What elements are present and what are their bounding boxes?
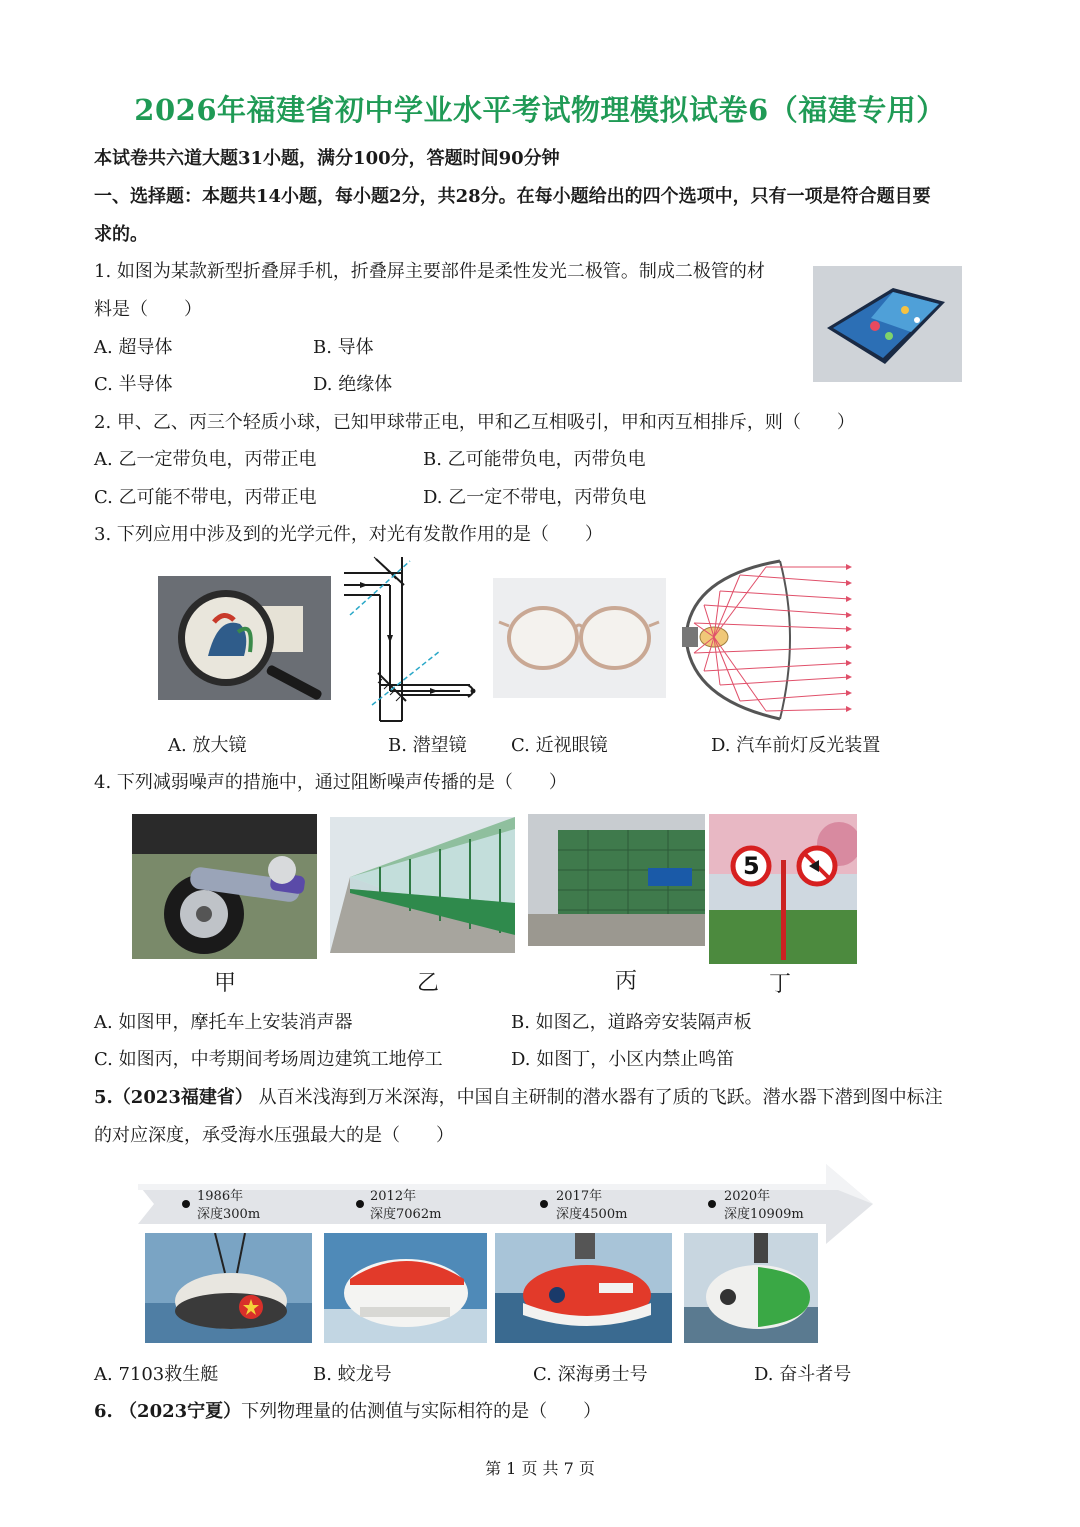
q6-source: 6. （2023宁夏） bbox=[94, 1401, 242, 1422]
q5-option-b: B. 蛟龙号 bbox=[313, 1364, 392, 1385]
q5-option-d: D. 奋斗者号 bbox=[754, 1364, 852, 1385]
timeline-depth-1: 深度300m bbox=[197, 1207, 261, 1222]
foldable-phone-image bbox=[813, 266, 962, 382]
section-heading-line1: 一、选择题：本题共14小题，每小题2分，共28分。在每小题给出的四个选项中，只有一项是符合题目要 bbox=[94, 186, 931, 207]
q3-stem: 3. 下列应用中涉及到的光学元件，对光有发散作用的是（ ） bbox=[94, 524, 603, 545]
magnifier-image bbox=[158, 576, 331, 700]
motorcycle-muffler-image bbox=[132, 814, 317, 959]
q3-option-c: C. 近视眼镜 bbox=[511, 735, 608, 756]
q6-stem bbox=[94, 1400, 601, 1424]
q3-option-a: A. 放大镜 bbox=[168, 735, 247, 756]
section-heading-line2: 求的。 bbox=[94, 224, 148, 245]
no-honking-sign-image bbox=[709, 814, 857, 964]
q1-option-c: C. 半导体 bbox=[94, 374, 173, 395]
caption-bing: 丙 bbox=[615, 969, 638, 994]
q2-option-c: C. 乙可能不带电，丙带正电 bbox=[94, 487, 317, 508]
q1-stem-line2: 料是（ ） bbox=[94, 299, 202, 320]
headlight-reflector-diagram bbox=[680, 557, 860, 723]
q3-option-d: D. 汽车前灯反光装置 bbox=[711, 735, 881, 756]
timeline-year-4: 2020年 bbox=[724, 1189, 771, 1204]
timeline-year-3: 2017年 bbox=[556, 1189, 603, 1204]
q2-option-a: A. 乙一定带负电，丙带正电 bbox=[94, 449, 317, 470]
caption-ding: 丁 bbox=[769, 972, 792, 997]
q3-option-b: B. 潜望镜 bbox=[388, 735, 467, 756]
caption-yi: 乙 bbox=[417, 971, 440, 996]
timeline-year-1: 1986年 bbox=[197, 1189, 244, 1204]
q2-stem: 2. 甲、乙、丙三个轻质小球，已知甲球带正电，甲和乙互相吸引，甲和丙互相排斥，则（ ） bbox=[94, 412, 855, 433]
timeline-depth-3: 深度4500m bbox=[556, 1207, 628, 1222]
q6-stem-text: 下列物理量的估测值与实际相符的是（ ） bbox=[241, 1401, 602, 1422]
timeline-year-2: 2012年 bbox=[370, 1189, 417, 1204]
q4-option-b: B. 如图乙，道路旁安装隔声板 bbox=[511, 1012, 752, 1033]
q1-option-b: B. 导体 bbox=[313, 337, 374, 358]
q5-stem-line1 bbox=[94, 1086, 943, 1110]
q4-option-a: A. 如图甲，摩托车上安装消声器 bbox=[94, 1012, 353, 1033]
exam-intro: 本试卷共六道大题31小题，满分100分，答题时间90分钟 bbox=[94, 148, 560, 169]
q4-stem: 4. 下列减弱噪声的措施中，通过阻断噪声传播的是（ ） bbox=[94, 772, 567, 793]
page-footer: 第 1 页 共 7 页 bbox=[485, 1459, 595, 1478]
page-title: 2026年福建省初中学业水平考试物理模拟试卷6（福建专用） bbox=[134, 93, 946, 127]
rescue-boat-7103-image bbox=[145, 1233, 312, 1343]
q5-stem-text: 从百米浅海到万米深海，中国自主研制的潜水器有了质的飞跃。潜水器下潜到图中标注 bbox=[252, 1087, 943, 1108]
periscope-diagram bbox=[340, 555, 485, 723]
construction-site-image bbox=[528, 814, 705, 946]
q4-option-d: D. 如图丁，小区内禁止鸣笛 bbox=[511, 1049, 735, 1070]
q1-option-a: A. 超导体 bbox=[94, 337, 173, 358]
q1-stem-line1: 1. 如图为某款新型折叠屏手机，折叠屏主要部件是柔性发光二极管。制成二极管的材 bbox=[94, 261, 765, 282]
caption-jia: 甲 bbox=[214, 971, 237, 996]
q2-option-b: B. 乙可能带负电，丙带负电 bbox=[423, 449, 646, 470]
q5-option-c: C. 深海勇士号 bbox=[533, 1364, 648, 1385]
q4-option-c: C. 如图丙，中考期间考场周边建筑工地停工 bbox=[94, 1049, 443, 1070]
q5-option-a: A. 7103救生艇 bbox=[94, 1364, 219, 1385]
shenhai-yongshi-image bbox=[495, 1233, 672, 1343]
q1-option-d: D. 绝缘体 bbox=[313, 374, 393, 395]
sound-barrier-image bbox=[330, 817, 515, 953]
myopia-glasses-image bbox=[493, 578, 666, 698]
timeline-depth-4: 深度10909m bbox=[724, 1207, 804, 1222]
jiaolong-image bbox=[324, 1233, 487, 1343]
speed-limit-number: 5 bbox=[743, 852, 760, 880]
fendouzhe-image bbox=[684, 1233, 818, 1343]
q5-source: 5.（2023福建省） bbox=[94, 1087, 253, 1108]
q2-option-d: D. 乙一定不带电，丙带负电 bbox=[423, 487, 647, 508]
timeline-depth-2: 深度7062m bbox=[370, 1207, 442, 1222]
q5-stem-line2: 的对应深度，承受海水压强最大的是（ ） bbox=[94, 1125, 454, 1146]
